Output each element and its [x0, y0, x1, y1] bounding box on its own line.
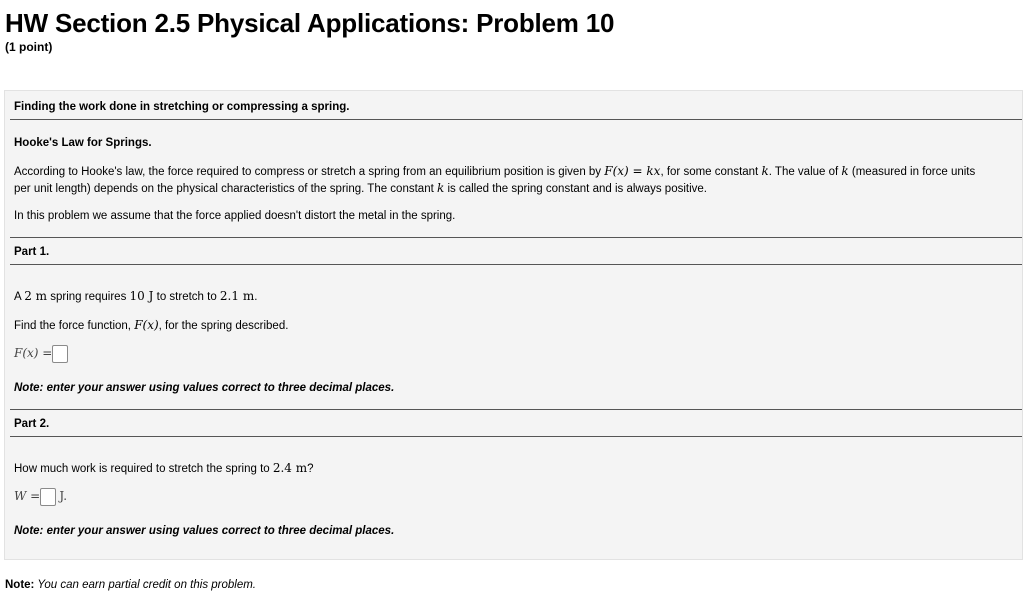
part1-answer-row: F(x) =: [14, 345, 68, 363]
points-label: (1 point): [5, 40, 53, 54]
intro-heading: Finding the work done in stretching or compressing a spring.: [14, 101, 350, 113]
part2-answer-row: W = J.: [14, 488, 67, 506]
part1-question: Find the force function, F(x), for the spring described.: [14, 318, 289, 332]
force-function-input[interactable]: [52, 345, 68, 363]
divider: [10, 436, 1022, 437]
part2-note: Note: enter your answer using values correct to three decimal places.: [14, 525, 395, 537]
divider: [10, 409, 1022, 410]
page-title: HW Section 2.5 Physical Applications: Problem 10: [5, 8, 615, 38]
part2-label: Part 2.: [14, 418, 50, 430]
work-input[interactable]: [40, 488, 56, 506]
work-unit: J.: [59, 489, 68, 504]
force-formula: F(x) = kx: [604, 164, 661, 178]
intro-paragraph-line2: per unit length) depends on the physical characteristics of the spring. The constant k is called the spring constant and is always positive.: [14, 181, 707, 195]
problem-panel: [4, 90, 1023, 560]
part1-statement: A 2 m spring requires 10 J to stretch to 2.1 m.: [14, 289, 258, 303]
intro-assumption: In this problem we assume that the force applied doesn't distort the metal in the spring.: [14, 210, 456, 222]
partial-credit-note: Note: You can earn partial credit on this problem.: [5, 579, 257, 591]
part1-label: Part 1.: [14, 246, 50, 258]
part1-note: Note: enter your answer using values correct to three decimal places.: [14, 382, 395, 394]
intro-subheading: Hooke's Law for Springs.: [14, 137, 152, 149]
divider: [10, 119, 1022, 120]
divider: [10, 264, 1022, 265]
divider: [10, 237, 1022, 238]
intro-paragraph-line1: According to Hooke's law, the force required to compress or stretch a spring from an equilibrium position is given by F(x) = kx, for some constant k. The value of k (measured in force units: [14, 164, 976, 178]
part2-question: How much work is required to stretch the spring to 2.4 m?: [14, 461, 314, 475]
